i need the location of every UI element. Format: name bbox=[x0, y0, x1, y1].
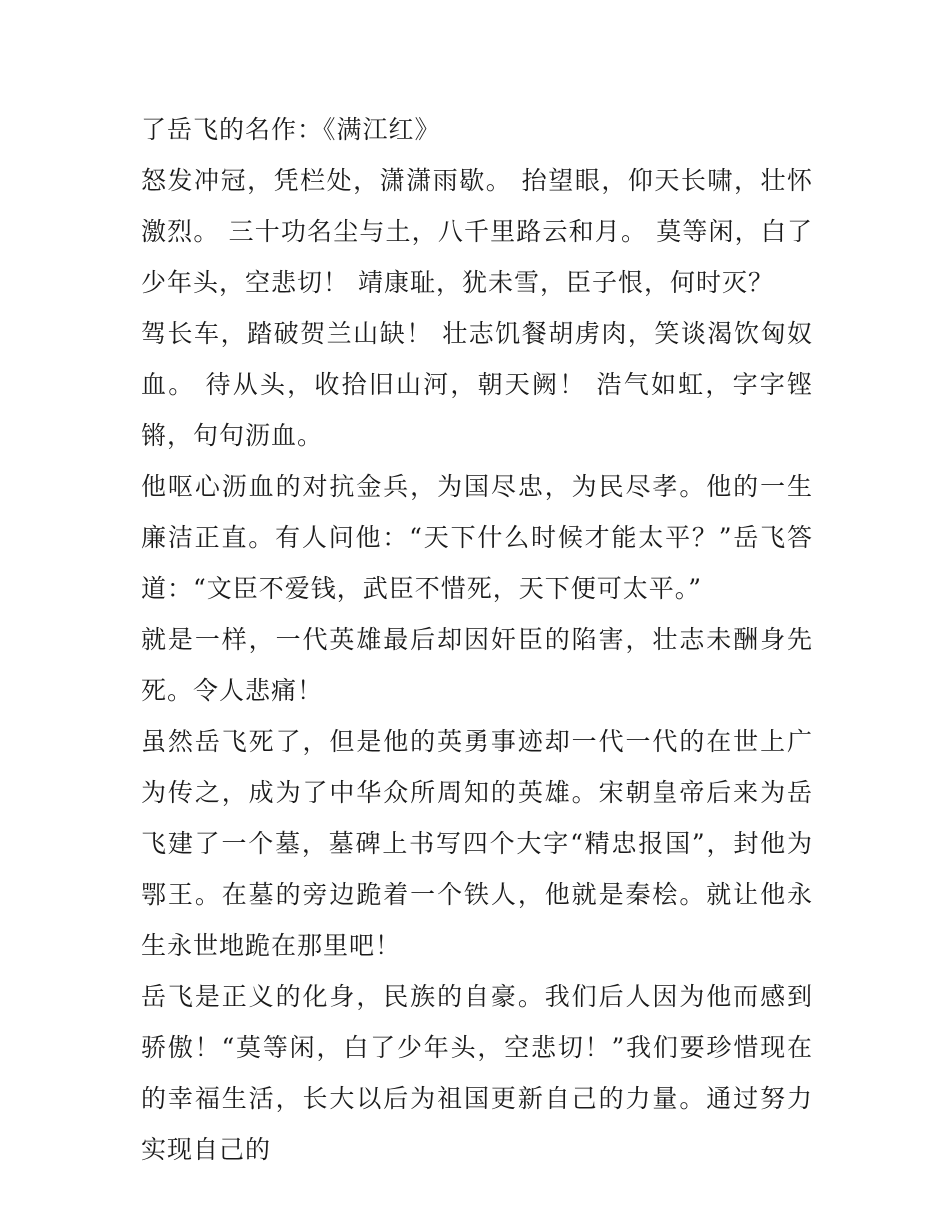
document-body bbox=[141, 104, 813, 1175]
paragraph-1: 了岳飞的名作：《满江红》 bbox=[141, 115, 441, 144]
paragraph-3: 驾长车，踏破贺兰山缺！ 壮志饥餐胡虏肉，笑谈渴饮匈奴血。 待从头，收拾旧山河，朝天阙！ 浩气如虹，字字铿锵，句句沥血。 bbox=[141, 319, 813, 450]
paragraph-6: 虽然岳飞死了，但是他的英勇事迹却一代一代的在世上广为传之，成为了中华众所周知的英雄。宋朝皇帝后来为岳飞建了一个墓，墓碑上书写四个大字“精忠报国”，封他为鄂王。在墓的旁边跪着一个铁人，他就是秦桧。就让他永生永世地跪在那里吧！ bbox=[141, 727, 813, 960]
paragraph-7: 岳飞是正义的化身，民族的自豪。我们后人因为他而感到骄傲！“莫等闲，白了少年头，空悲切！”我们要珍惜现在的幸福生活，长大以后为祖国更新自己的力量。通过努力实现自己的 bbox=[141, 982, 813, 1164]
paragraph-2: 怒发冲冠，凭栏处，潇潇雨歇。 抬望眼，仰天长啸，壮怀激烈。 三十功名尘与土，八千里路云和月。 莫等闲，白了少年头，空悲切！ 靖康耻，犹未雪，臣子恨，何时灭？ bbox=[141, 166, 813, 297]
paragraph-5: 就是一样，一代英雄最后却因奸臣的陷害，壮志未酬身先死。令人悲痛！ bbox=[141, 625, 813, 705]
paragraph-4: 他呕心沥血的对抗金兵，为国尽忠，为民尽孝。他的一生廉洁正直。有人问他：“天下什么时候才能太平？”岳飞答道：“文臣不爱钱，武臣不惜死，天下便可太平。” bbox=[141, 472, 813, 603]
